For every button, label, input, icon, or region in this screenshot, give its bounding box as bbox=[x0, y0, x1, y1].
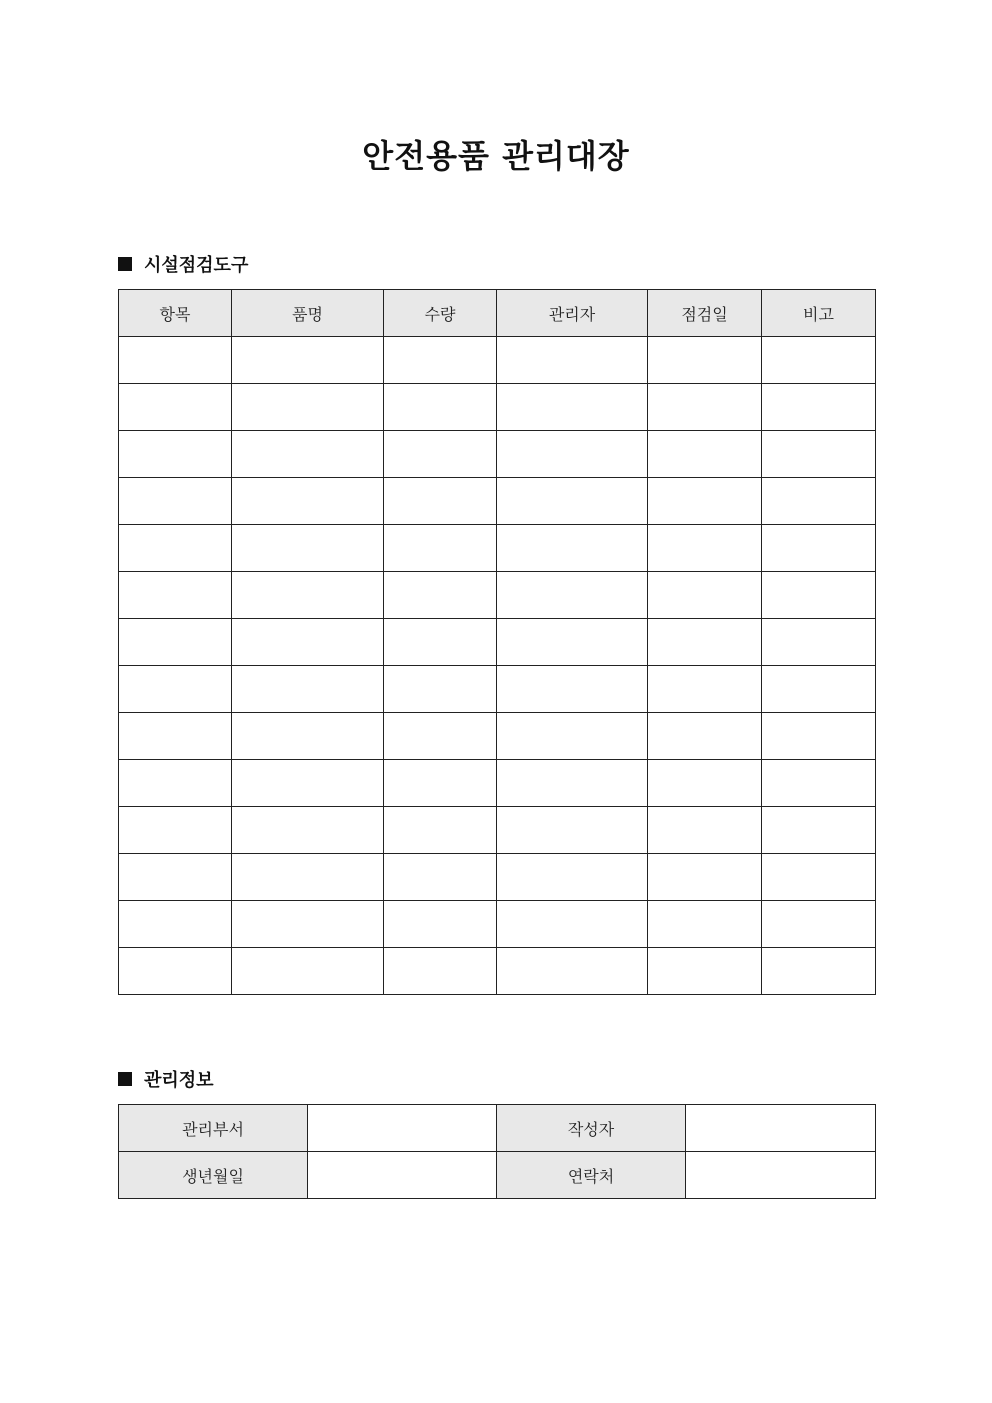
table-row bbox=[119, 337, 876, 384]
contact-field[interactable] bbox=[686, 1152, 876, 1199]
product-name-cell[interactable] bbox=[232, 807, 384, 854]
item-cell[interactable] bbox=[119, 901, 232, 948]
table-row bbox=[119, 431, 876, 478]
inspection-date-cell[interactable] bbox=[648, 619, 762, 666]
square-bullet-icon bbox=[118, 257, 132, 271]
manager-cell[interactable] bbox=[497, 760, 648, 807]
column-header-product-name: 품명 bbox=[232, 290, 384, 337]
remarks-cell[interactable] bbox=[762, 431, 876, 478]
product-name-cell[interactable] bbox=[232, 572, 384, 619]
manager-cell[interactable] bbox=[497, 713, 648, 760]
section-heading-label: 시설점검도구 bbox=[144, 255, 249, 276]
item-cell[interactable] bbox=[119, 760, 232, 807]
quantity-cell[interactable] bbox=[384, 760, 497, 807]
birth-date-field[interactable] bbox=[308, 1152, 497, 1199]
remarks-cell[interactable] bbox=[762, 807, 876, 854]
table-row bbox=[119, 572, 876, 619]
inspection-date-cell[interactable] bbox=[648, 713, 762, 760]
remarks-cell[interactable] bbox=[762, 572, 876, 619]
remarks-cell[interactable] bbox=[762, 478, 876, 525]
tools-table bbox=[118, 289, 876, 995]
inspection-date-cell[interactable] bbox=[648, 384, 762, 431]
item-cell[interactable] bbox=[119, 384, 232, 431]
quantity-cell[interactable] bbox=[384, 666, 497, 713]
manager-cell[interactable] bbox=[497, 478, 648, 525]
product-name-cell[interactable] bbox=[232, 666, 384, 713]
quantity-cell[interactable] bbox=[384, 713, 497, 760]
product-name-cell[interactable] bbox=[232, 384, 384, 431]
table-row bbox=[119, 1105, 876, 1152]
remarks-cell[interactable] bbox=[762, 619, 876, 666]
manager-cell[interactable] bbox=[497, 948, 648, 995]
label-author: 작성자 bbox=[497, 1105, 686, 1152]
column-header-quantity: 수량 bbox=[384, 290, 497, 337]
column-header-inspection-date: 점검일 bbox=[648, 290, 762, 337]
table-row bbox=[119, 384, 876, 431]
table-row bbox=[119, 713, 876, 760]
tools-table-body bbox=[119, 290, 876, 995]
inspection-date-cell[interactable] bbox=[648, 478, 762, 525]
product-name-cell[interactable] bbox=[232, 337, 384, 384]
product-name-cell[interactable] bbox=[232, 525, 384, 572]
manager-cell[interactable] bbox=[497, 807, 648, 854]
product-name-cell[interactable] bbox=[232, 713, 384, 760]
quantity-cell[interactable] bbox=[384, 572, 497, 619]
inspection-date-cell[interactable] bbox=[648, 666, 762, 713]
manager-cell[interactable] bbox=[497, 666, 648, 713]
product-name-cell[interactable] bbox=[232, 431, 384, 478]
document-title: 안전용품 관리대장 bbox=[362, 137, 630, 175]
remarks-cell[interactable] bbox=[762, 901, 876, 948]
remarks-cell[interactable] bbox=[762, 666, 876, 713]
inspection-date-cell[interactable] bbox=[648, 807, 762, 854]
table-row bbox=[119, 760, 876, 807]
section-heading-management-info bbox=[118, 1066, 214, 1092]
inspection-date-cell[interactable] bbox=[648, 854, 762, 901]
column-header-item: 항목 bbox=[119, 290, 232, 337]
inspection-date-cell[interactable] bbox=[648, 572, 762, 619]
management-info-table bbox=[118, 1104, 876, 1199]
quantity-cell[interactable] bbox=[384, 948, 497, 995]
quantity-cell[interactable] bbox=[384, 901, 497, 948]
manager-cell[interactable] bbox=[497, 384, 648, 431]
author-field[interactable] bbox=[686, 1105, 876, 1152]
table-row bbox=[119, 901, 876, 948]
remarks-cell[interactable] bbox=[762, 384, 876, 431]
department-field[interactable] bbox=[308, 1105, 497, 1152]
table-row bbox=[119, 948, 876, 995]
remarks-cell[interactable] bbox=[762, 525, 876, 572]
table-row bbox=[119, 666, 876, 713]
table-row bbox=[119, 525, 876, 572]
table-row bbox=[119, 854, 876, 901]
inspection-date-cell[interactable] bbox=[648, 760, 762, 807]
manager-cell[interactable] bbox=[497, 337, 648, 384]
table-header-row bbox=[119, 290, 876, 337]
table-row bbox=[119, 478, 876, 525]
quantity-cell[interactable] bbox=[384, 525, 497, 572]
manager-cell[interactable] bbox=[497, 901, 648, 948]
item-cell[interactable] bbox=[119, 948, 232, 995]
product-name-cell[interactable] bbox=[232, 478, 384, 525]
item-cell[interactable] bbox=[119, 854, 232, 901]
table-row bbox=[119, 619, 876, 666]
item-cell[interactable] bbox=[119, 478, 232, 525]
item-cell[interactable] bbox=[119, 713, 232, 760]
column-header-remarks: 비고 bbox=[762, 290, 876, 337]
item-cell[interactable] bbox=[119, 619, 232, 666]
remarks-cell[interactable] bbox=[762, 948, 876, 995]
product-name-cell[interactable] bbox=[232, 854, 384, 901]
manager-cell[interactable] bbox=[497, 854, 648, 901]
item-cell[interactable] bbox=[119, 431, 232, 478]
square-bullet-icon bbox=[118, 1072, 132, 1086]
quantity-cell[interactable] bbox=[384, 854, 497, 901]
table-row bbox=[119, 1152, 876, 1199]
manager-cell[interactable] bbox=[497, 431, 648, 478]
item-cell[interactable] bbox=[119, 525, 232, 572]
item-cell[interactable] bbox=[119, 572, 232, 619]
inspection-date-cell[interactable] bbox=[648, 525, 762, 572]
quantity-cell[interactable] bbox=[384, 337, 497, 384]
quantity-cell[interactable] bbox=[384, 478, 497, 525]
remarks-cell[interactable] bbox=[762, 713, 876, 760]
item-cell[interactable] bbox=[119, 337, 232, 384]
section-heading-label: 관리정보 bbox=[144, 1070, 214, 1091]
quantity-cell[interactable] bbox=[384, 807, 497, 854]
product-name-cell[interactable] bbox=[232, 619, 384, 666]
table-row bbox=[119, 807, 876, 854]
inspection-date-cell[interactable] bbox=[648, 901, 762, 948]
product-name-cell[interactable] bbox=[232, 948, 384, 995]
column-header-manager: 관리자 bbox=[497, 290, 648, 337]
quantity-cell[interactable] bbox=[384, 619, 497, 666]
product-name-cell[interactable] bbox=[232, 901, 384, 948]
remarks-cell[interactable] bbox=[762, 854, 876, 901]
remarks-cell[interactable] bbox=[762, 760, 876, 807]
quantity-cell[interactable] bbox=[384, 431, 497, 478]
quantity-cell[interactable] bbox=[384, 384, 497, 431]
inspection-date-cell[interactable] bbox=[648, 948, 762, 995]
inspection-date-cell[interactable] bbox=[648, 337, 762, 384]
manager-cell[interactable] bbox=[497, 572, 648, 619]
label-contact: 연락처 bbox=[497, 1152, 686, 1199]
product-name-cell[interactable] bbox=[232, 760, 384, 807]
section-heading-tools bbox=[118, 251, 248, 277]
label-department: 관리부서 bbox=[119, 1105, 308, 1152]
inspection-date-cell[interactable] bbox=[648, 431, 762, 478]
manager-cell[interactable] bbox=[497, 525, 648, 572]
item-cell[interactable] bbox=[119, 666, 232, 713]
item-cell[interactable] bbox=[119, 807, 232, 854]
manager-cell[interactable] bbox=[497, 619, 648, 666]
label-birth-date: 생년월일 bbox=[119, 1152, 308, 1199]
remarks-cell[interactable] bbox=[762, 337, 876, 384]
